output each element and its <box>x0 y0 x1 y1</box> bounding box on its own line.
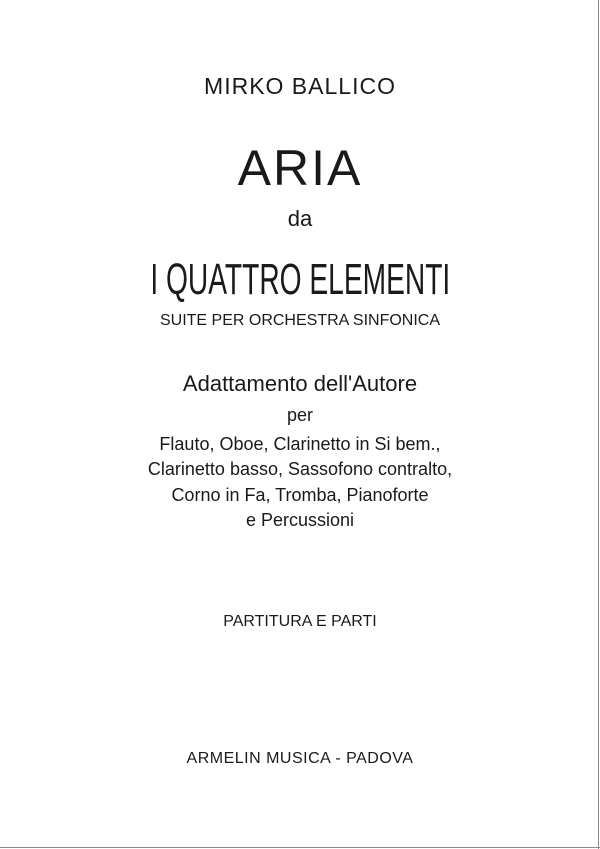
page-border-right <box>598 0 599 849</box>
contents-label: PARTITURA E PARTI <box>223 613 377 630</box>
instrument-line: Flauto, Oboe, Clarinetto in Si bem., <box>159 434 441 454</box>
instrument-line: Corno in Fa, Tromba, Pianoforte <box>171 485 429 505</box>
main-title-container <box>0 255 600 304</box>
for-word: per <box>286 405 313 425</box>
main-title: I QUATTRO ELEMENTI <box>150 255 450 304</box>
work-title: ARIA <box>237 140 363 196</box>
subtitle: SUITE PER ORCHESTRA SINFONICA <box>159 312 441 329</box>
composer-name: MIRKO BALLICO <box>204 73 396 99</box>
publisher-name: ARMELIN MUSICA - PADOVA <box>186 750 414 767</box>
from-word: da <box>287 206 313 231</box>
page-border-bottom <box>0 847 600 848</box>
adaptation-note: Adattamento dell'Autore <box>182 371 418 396</box>
instrument-line: Clarinetto basso, Sassofono contralto, <box>147 459 453 479</box>
instrument-line: e Percussioni <box>245 510 355 530</box>
